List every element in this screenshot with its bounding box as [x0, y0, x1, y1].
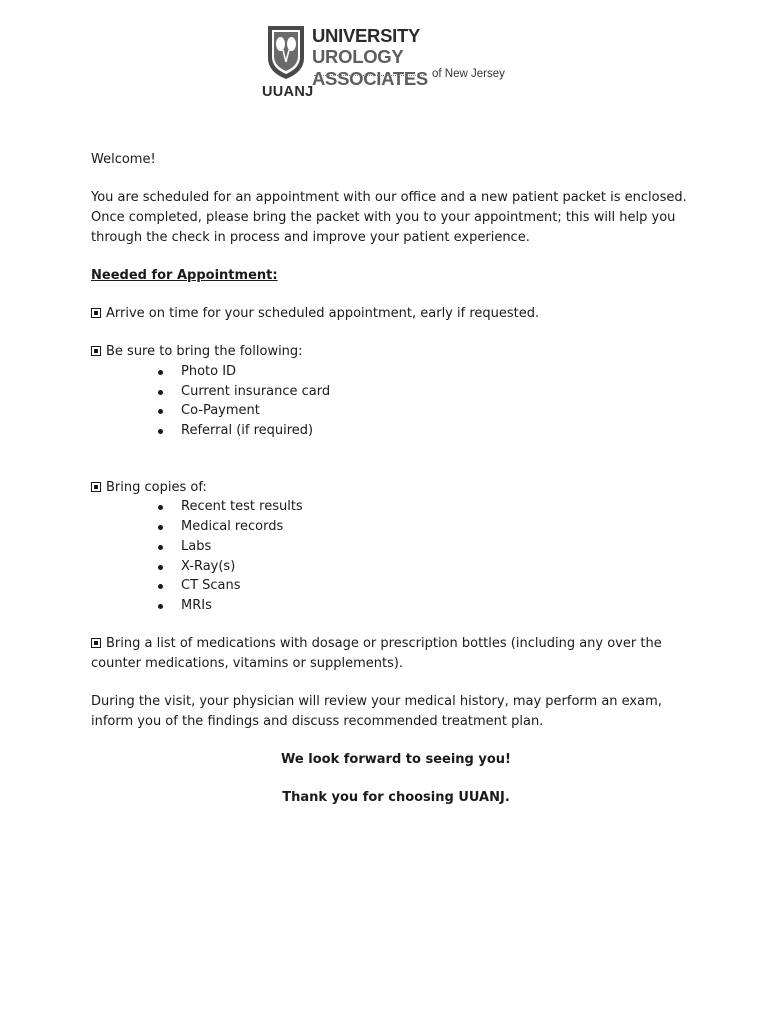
checkbox-icon: [91, 638, 101, 648]
checklist-item-bring: [91, 342, 701, 362]
logo-line-university: UNIVERSITY: [312, 25, 421, 46]
checkbox-icon: [91, 308, 101, 318]
greeting: Welcome!: [91, 152, 156, 167]
checklist-item-medications: [91, 634, 701, 673]
list-item: Medical records: [158, 517, 701, 537]
checklist-item-copies: [91, 478, 701, 498]
checklist-item-arrive: [91, 304, 701, 324]
copies-list: [91, 497, 701, 615]
closing-line-2: Thank you for choosing UUANJ.: [282, 790, 510, 806]
checkbox-icon: [91, 482, 101, 492]
logo-line-new-jersey: of New Jersey: [432, 68, 505, 80]
needed-heading: Needed for Appointment:: [91, 267, 278, 283]
logo-abbreviation: UUANJ: [262, 84, 314, 100]
letter-body: [91, 150, 701, 808]
closing-line-1: We look forward to seeing you!: [281, 751, 511, 767]
visit-paragraph: During the visit, your physician will review your medical history, may perform an exam, inform you of the findings and discuss recommended treatment plan.: [91, 694, 662, 729]
logo-line-urology: UROLOGY ASSOCIATES: [312, 46, 428, 89]
list-item: Referral (if required): [158, 421, 701, 441]
checklist-item-text: Bring copies of:: [106, 479, 207, 495]
logo-divider: [314, 75, 426, 76]
list-item: Recent test results: [158, 497, 701, 517]
list-item: Current insurance card: [158, 382, 701, 402]
list-item: MRIs: [158, 596, 701, 616]
checklist-item-text: Arrive on time for your scheduled appointment, early if requested.: [106, 306, 540, 322]
checkbox-icon: [91, 346, 101, 356]
list-item: Photo ID: [158, 362, 701, 382]
list-item: Labs: [158, 537, 701, 557]
checklist-item-text: Be sure to bring the following:: [106, 344, 303, 360]
shield-kidney-icon: [266, 24, 306, 80]
letterhead-logo: [262, 22, 522, 106]
list-item: Co-Payment: [158, 401, 701, 421]
intro-paragraph: You are scheduled for an appointment with our office and a new patient packet is enclosed. Once completed, please bring the packet with you to your appointment; this will help you through the check in process and improve your patient experience.: [91, 190, 687, 245]
checklist-item-text: Bring a list of medications with dosage or prescription bottles (including any over the counter medications, vitamins or supplements).: [91, 636, 662, 671]
list-item: CT Scans: [158, 576, 701, 596]
list-item: X-Ray(s): [158, 557, 701, 577]
bring-list: [91, 362, 701, 441]
